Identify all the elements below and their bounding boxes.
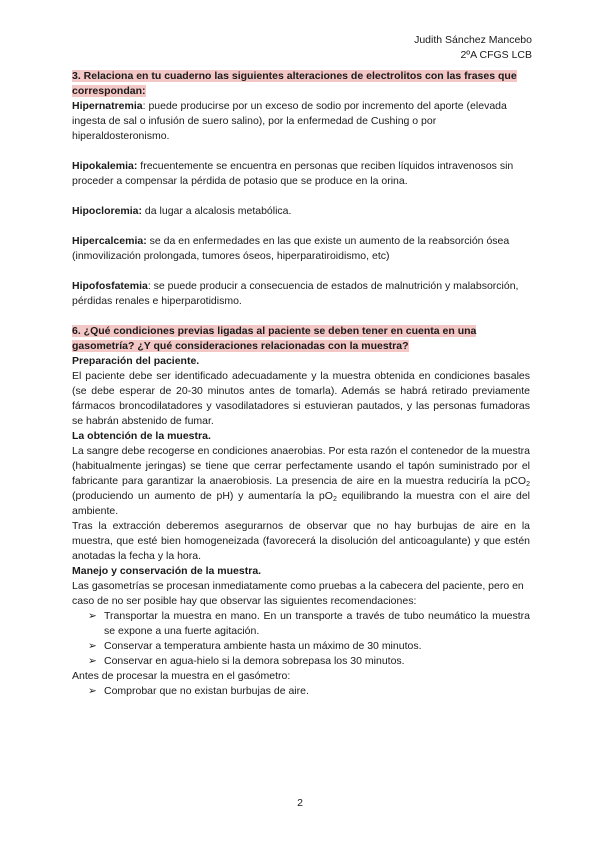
before-processing-text: Antes de procesar la muestra en el gasómetro: [72, 670, 291, 682]
item-hipercalcemia [72, 234, 530, 264]
question-6-title: 6. ¿Qué condiciones previas ligadas al paciente se deben tener en cuenta en una gasometría? ¿Y qué consideraciones relacionadas con la muestra? [72, 325, 477, 352]
arrow-bullet-icon: ➢ [88, 655, 97, 667]
list-item-text: Conservar a temperatura ambiente hasta un máximo de 30 minutos. [104, 640, 422, 652]
item-hipofosfatemia [72, 279, 530, 309]
term-label: Hipofosfatemia [72, 280, 148, 292]
arrow-bullet-icon: ➢ [88, 640, 97, 652]
term-text: se da en enfermedades en las que existe un aumento de la reabsorción ósea (inmovilización prolongada, tumores óseos, hiperparatiroidismo, etc) [72, 235, 510, 262]
page-number: 2 [297, 797, 303, 809]
section-heading-preparation: Preparación del paciente. [72, 355, 200, 367]
course-label: 2ºA CFGS LCB [460, 49, 532, 61]
list-item [88, 654, 530, 669]
list-item-text: Transportar la muestra en mano. En un transporte a través de tubo neumático la muestra se expone a una fuerte agitación. [104, 610, 530, 637]
item-hipernatremia [72, 99, 530, 144]
item-hipokalemia [72, 159, 530, 189]
author-name: Judith Sánchez Mancebo [414, 34, 532, 46]
recommendations-list [72, 609, 530, 669]
section-heading-obtention: La obtención de la muestra. [72, 430, 211, 442]
term-text: : puede producirse por un exceso de sodio por incremento del aporte (elevada ingesta de sal o infusión de suero salino), por la enfermedad de Cushing o por hiperaldosteronismo. [72, 100, 507, 142]
obtention-text [72, 444, 530, 519]
obtention-text-part: La sangre debe recogerse en condiciones anaerobias. Por esta razón el contenedor de la muestra (habitualmente jeringas) se tiene que cerrar perfectamente usando el tapón suministrado por el fabricante para garantizar la anaerobiosis. La presencia de aire en la muestra reduciría la pCO [72, 445, 530, 487]
term-label: Hipocloremia: [72, 205, 143, 217]
list-item [88, 609, 530, 639]
term-label: Hipernatremia [72, 100, 143, 112]
list-item [88, 684, 530, 699]
subscript: 2 [332, 496, 337, 503]
page-header [414, 33, 532, 63]
obtention-text-part: equilibrando la muestra con el aire del ambiente. [72, 490, 530, 517]
section-heading-handling: Manejo y conservación de la muestra. [72, 565, 262, 577]
term-text: frecuentemente se encuentra en personas que reciben líquidos intravenosos sin proceder a compensar la pérdida de potasio que se produce en la orina. [72, 160, 514, 187]
obtention-text-2: Tras la extracción deberemos asegurarnos de observar que no hay burbujas de aire en la muestra, que esté bien homogeneizada (favorecerá la disolución del anticoagulante) y que estén anotadas la fecha y la hora. [72, 520, 530, 562]
subscript: 2 [526, 481, 530, 488]
arrow-bullet-icon: ➢ [88, 685, 97, 697]
preparation-text: El paciente debe ser identificado adecuadamente y la muestra obtenida en condiciones basales (se debe esperar de 20-30 minutos antes de tomarla). Además se habrá retirado previamente fármacos broncodilatadores y vasodilatadores si estuvieran pautados, y las personas fumadoras se habrán abstenido de fumar. [72, 370, 530, 427]
term-label: Hipercalcemia: [72, 235, 147, 247]
list-item-text: Comprobar que no existan burbujas de aire. [104, 685, 309, 697]
question-6-title-block [72, 324, 530, 354]
arrow-bullet-icon: ➢ [88, 610, 97, 622]
question-3-title: 3. Relaciona en tu cuaderno las siguientes alteraciones de electrolitos con las frases que correspondan: [72, 70, 517, 97]
list-item [88, 639, 530, 654]
question-3-title-block [72, 69, 530, 99]
page-content [72, 69, 530, 699]
handling-text: Las gasometrías se procesan inmediatamente como pruebas a la cabecera del paciente, pero en caso de no ser posible hay que observar las siguientes recomendaciones: [72, 580, 524, 607]
term-label: Hipokalemia: [72, 160, 138, 172]
item-hipocloremia [72, 204, 530, 219]
obtention-text-part: (produciendo un aumento de pH) y aumentaría la pO [72, 490, 333, 502]
term-text: da lugar a alcalosis metabólica. [142, 205, 292, 217]
before-processing-list [72, 684, 530, 699]
term-text: : se puede producir a consecuencia de estados de malnutrición y malabsorción, pérdidas renales e hiperparotidismo. [72, 280, 519, 307]
list-item-text: Conservar en agua-hielo si la demora sobrepasa los 30 minutos. [104, 655, 405, 667]
